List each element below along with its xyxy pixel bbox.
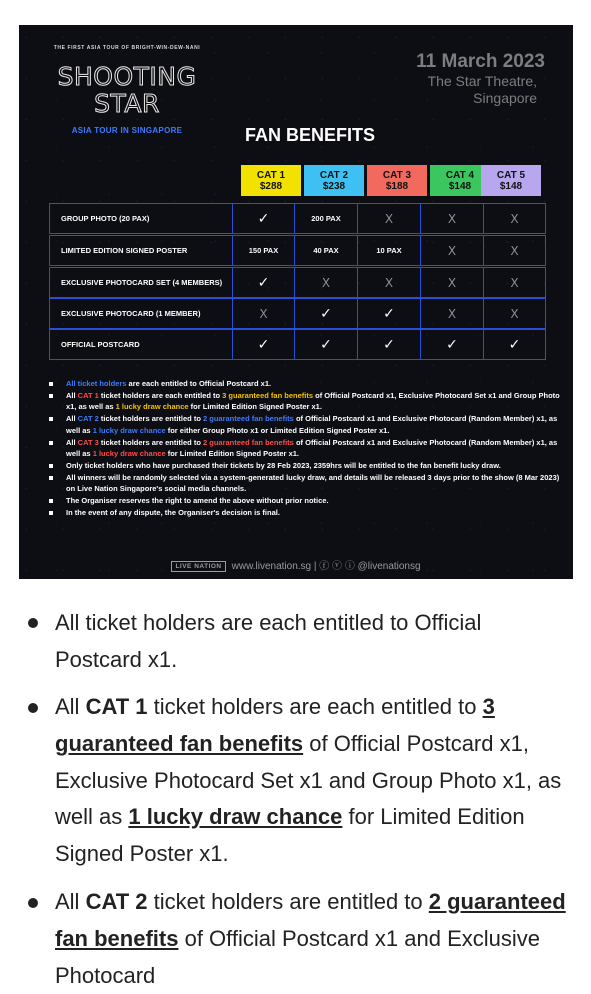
event-venue: The Star Theatre, Singapore xyxy=(427,73,537,106)
bullet-icon xyxy=(28,703,38,713)
benefit-cell: X xyxy=(357,267,421,298)
text: are each entitled to Official Postcard x1. xyxy=(126,379,272,388)
article-paragraph xyxy=(55,884,570,994)
terms-item xyxy=(47,437,567,460)
benefit-cell: ✓ xyxy=(232,329,295,360)
event-date: 11 March 2023 xyxy=(416,51,545,72)
row-label: GROUP PHOTO (20 PAX) xyxy=(49,203,233,234)
benefit-cell: X xyxy=(483,298,546,329)
benefit-cell: ✓ xyxy=(420,329,484,360)
article-paragraph xyxy=(55,689,570,873)
highlight: 2 guaranteed fan benefits xyxy=(203,437,294,447)
highlight: All ticket holders xyxy=(66,379,127,388)
benefit-cell: X xyxy=(294,267,358,298)
text: ticket holders are entitled to xyxy=(98,437,203,447)
cat-price: $148 xyxy=(499,180,523,192)
cat-name: CAT 4 xyxy=(445,169,475,181)
emphasis: CAT 1 xyxy=(85,694,148,719)
text: Only ticket holders who have purchased their tickets by 28 Feb 2023, 2359hrs will be entitled to the fan benefit lucky draw. xyxy=(66,460,501,470)
logo-line1: SHOOTING xyxy=(57,62,197,91)
text: ticket holders are each entitled to xyxy=(147,694,483,719)
text: of Official Postcard x1, Exclusive Photocard Set x1 and Group Photo x1, as well as xyxy=(66,390,560,412)
benefit-cell: 200 PAX xyxy=(294,203,358,234)
benefit-cell: ✓ xyxy=(483,329,546,360)
terms-item xyxy=(47,390,567,413)
bullet-icon xyxy=(28,898,38,908)
bullet-icon xyxy=(49,417,53,421)
text: All xyxy=(55,694,86,719)
benefit-cell: ✓ xyxy=(357,329,421,360)
highlight: CAT 1 xyxy=(77,390,99,400)
logo-line2: STAR xyxy=(94,89,160,118)
cat-name: CAT 1 xyxy=(256,169,286,181)
benefit-cell: X xyxy=(483,267,546,298)
poster-footer xyxy=(19,557,573,572)
bullet-icon xyxy=(49,511,53,515)
benefit-cell: ✓ xyxy=(357,298,421,329)
footer-links: www.livenation.sg | ⓕ ⓥ ⓘ @livenationsg xyxy=(231,561,421,572)
article-paragraph: All ticket holders are each entitled to Official Postcard x1. xyxy=(55,610,482,672)
text: ticket holders are each entitled to xyxy=(98,390,223,400)
bullet-icon xyxy=(49,499,53,503)
bullet-icon xyxy=(49,382,53,386)
text: ticket holders are entitled to xyxy=(98,414,203,424)
text: All winners will be randomly selected via a system-generated lucky draw, and details will be released 3 days prior to the show (8 Mar 2023) on Live Nation Singapore's social media channels. xyxy=(66,472,560,494)
bullet-icon xyxy=(49,476,53,480)
highlight: CAT 3 xyxy=(77,437,99,447)
category-header-cat2 xyxy=(304,165,364,196)
highlight: 1 lucky draw chance xyxy=(92,449,166,459)
text: All xyxy=(66,414,78,424)
benefit-cell: 40 PAX xyxy=(294,235,358,266)
highlight: CAT 2 xyxy=(77,414,99,424)
benefit-cell: 10 PAX xyxy=(357,235,421,266)
row-label: LIMITED EDITION SIGNED POSTER xyxy=(49,235,233,266)
text: In the event of any dispute, the Organiser's decision is final. xyxy=(66,507,280,517)
emphasis: CAT 2 xyxy=(85,889,148,914)
underlined-link[interactable]: 3 guaranteed fan benefits xyxy=(55,694,495,756)
highlight: 1 lucky draw chance xyxy=(115,402,189,412)
cat-name: CAT 5 xyxy=(496,169,526,181)
text: of Official Postcard x1, Exclusive Photocard Set x1 and Group Photo x1, as well as xyxy=(55,730,562,830)
bullet-icon xyxy=(49,394,53,398)
terms-item xyxy=(47,507,567,519)
text: for Limited Edition Signed Poster x1. xyxy=(165,449,299,459)
benefit-cell: X xyxy=(420,298,484,329)
benefit-cell: X xyxy=(420,235,484,266)
cat-price: $148 xyxy=(448,180,472,192)
category-header-cat3 xyxy=(367,165,427,196)
text: for either Group Photo x1 or Limited Edition Signed Poster x1. xyxy=(165,425,390,435)
benefit-cell: X xyxy=(483,203,546,234)
text: for Limited Edition Signed Poster x1. xyxy=(188,402,322,412)
benefit-cell: X xyxy=(420,203,484,234)
benefit-cell: X xyxy=(483,235,546,266)
terms-item xyxy=(47,495,567,507)
benefit-cell: X xyxy=(357,203,421,234)
row-label: EXCLUSIVE PHOTOCARD (1 MEMBER) xyxy=(49,298,233,329)
tour-tagline: THE FIRST ASIA TOUR OF BRIGHT-WIN-DEW-NANI xyxy=(53,45,201,51)
highlight: 3 guaranteed fan benefits xyxy=(222,390,314,400)
terms-item xyxy=(47,378,567,390)
bullet-icon xyxy=(49,464,53,468)
terms-item xyxy=(47,413,567,436)
row-label: OFFICIAL POSTCARD xyxy=(49,329,233,360)
live-nation-logo: LIVE NATION xyxy=(171,561,225,572)
benefit-cell: 150 PAX xyxy=(232,235,295,266)
benefit-cell: X xyxy=(232,298,295,329)
highlight: 1 lucky draw chance xyxy=(92,425,166,435)
underlined-link[interactable]: 1 lucky draw chance xyxy=(128,804,343,830)
text: of Official Postcard x1 and Exclusive Photocard (Random Member) x1, as well as xyxy=(66,437,558,459)
terms-list xyxy=(47,378,567,518)
bullet-icon xyxy=(28,618,38,628)
text: for Limited Edition Signed Poster x1. xyxy=(55,804,525,867)
text: All xyxy=(55,889,86,914)
category-header-cat1 xyxy=(241,165,301,196)
category-header-cat5 xyxy=(481,165,541,196)
benefit-cell: ✓ xyxy=(232,267,295,298)
terms-item xyxy=(47,472,567,495)
underlined-link[interactable]: 2 guaranteed fan benefits xyxy=(55,889,566,951)
text: All xyxy=(66,390,78,400)
text: The Organiser reserves the right to amend the above without prior notice. xyxy=(66,496,329,506)
cat-price: $238 xyxy=(322,180,346,192)
text: ticket holders are entitled to xyxy=(147,889,429,914)
benefit-cell: X xyxy=(420,267,484,298)
fan-benefits-poster xyxy=(19,25,573,579)
cat-name: CAT 3 xyxy=(382,169,412,181)
tour-subtitle: ASIA TOUR IN SINGAPORE xyxy=(71,126,183,135)
cat-name: CAT 2 xyxy=(319,169,349,181)
benefit-cell: ✓ xyxy=(232,203,295,234)
bullet-icon xyxy=(49,441,53,445)
benefit-cell: ✓ xyxy=(294,329,358,360)
cat-price: $288 xyxy=(259,180,283,192)
cat-price: $188 xyxy=(385,180,409,192)
highlight: 2 guaranteed fan benefits xyxy=(203,414,294,424)
benefit-cell: ✓ xyxy=(294,298,358,329)
row-label: EXCLUSIVE PHOTOCARD SET (4 MEMBERS) xyxy=(49,267,233,298)
text: All xyxy=(66,437,78,447)
poster-title: FAN BENEFITS xyxy=(244,125,375,145)
text: of Official Postcard x1 and Exclusive Photocard (Random Member) x1, as well as xyxy=(66,414,558,435)
terms-item xyxy=(47,460,567,472)
text: of Official Postcard x1 and Exclusive Photocard xyxy=(55,925,541,988)
